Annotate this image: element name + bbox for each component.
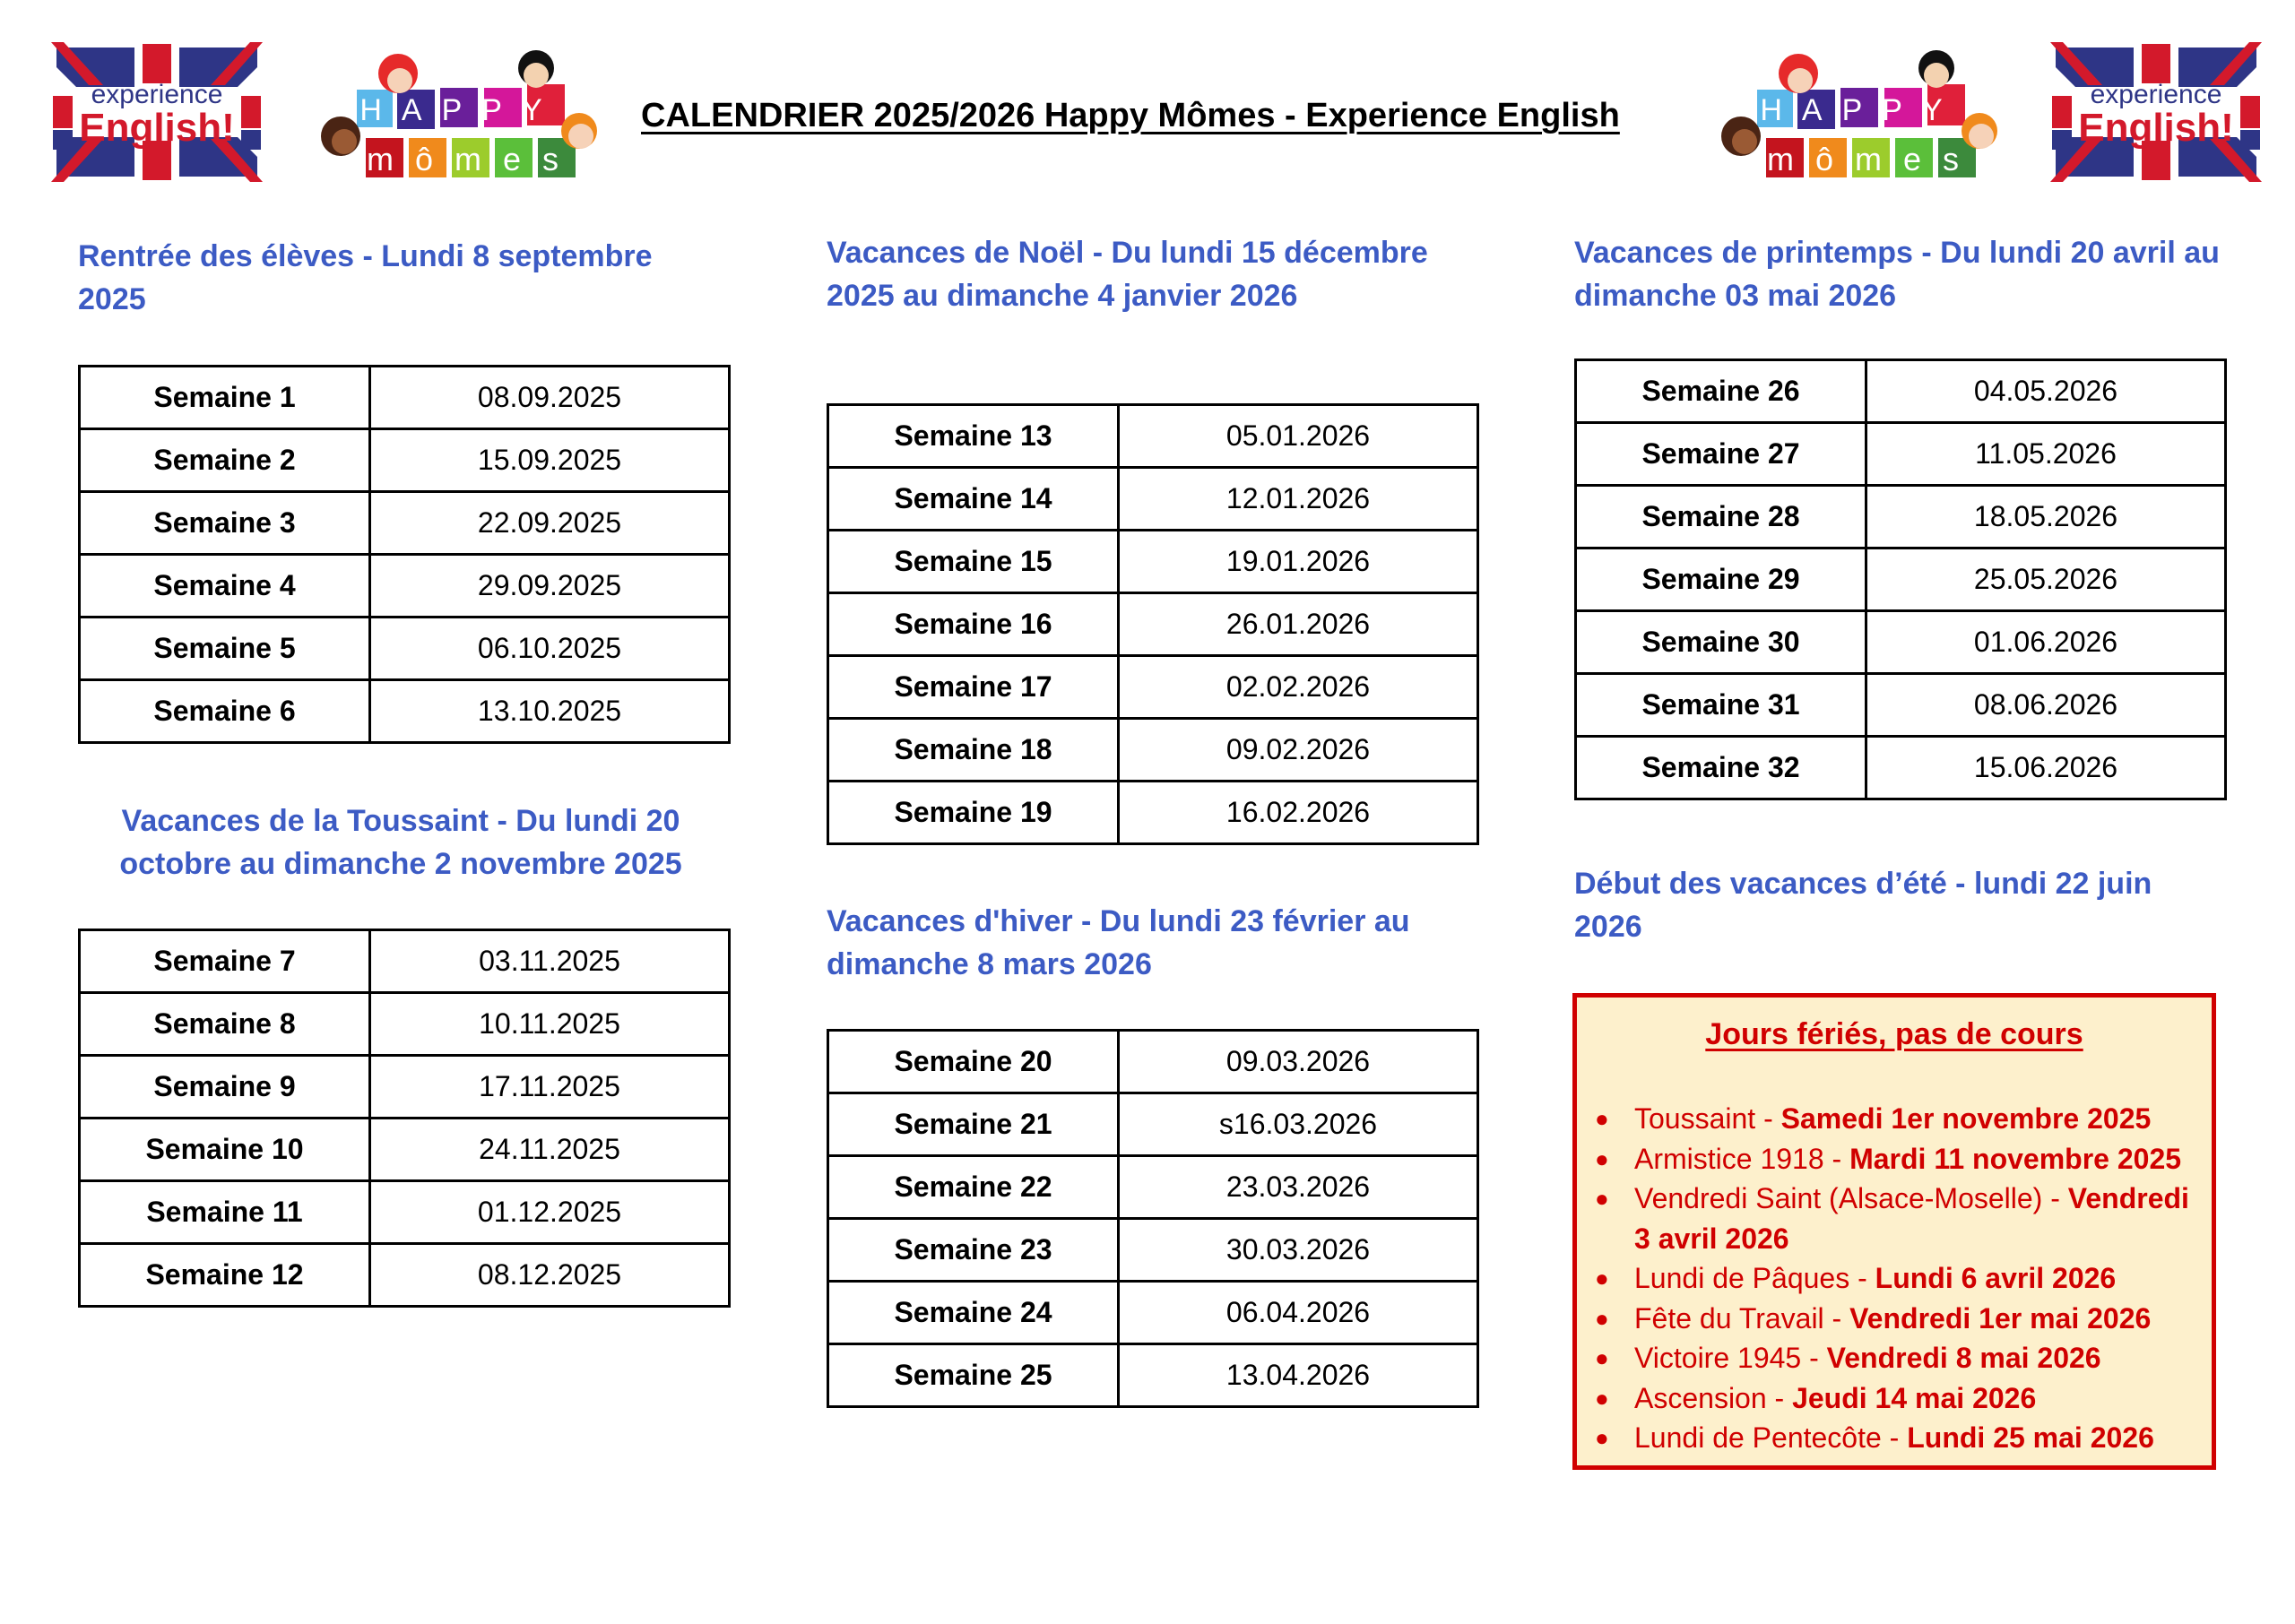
table-row bbox=[828, 656, 1478, 719]
week-date: 01.06.2026 bbox=[1866, 611, 2226, 674]
week-label: Semaine 23 bbox=[828, 1219, 1119, 1282]
holiday-item bbox=[1595, 1139, 2212, 1179]
week-label: Semaine 32 bbox=[1576, 737, 1866, 799]
week-date: 04.05.2026 bbox=[1866, 360, 2226, 423]
page-title: CALENDRIER 2025/2026 Happy Mômes - Experience English bbox=[641, 97, 1620, 134]
week-date: 06.04.2026 bbox=[1119, 1282, 1478, 1344]
table-row bbox=[80, 993, 730, 1056]
table-row bbox=[80, 367, 730, 429]
logo-text-happy: HAPPY bbox=[359, 93, 562, 127]
holiday-name: Vendredi Saint (Alsace-Moselle) - bbox=[1634, 1182, 2068, 1214]
table-row bbox=[80, 1244, 730, 1307]
bullet-icon: ● bbox=[1595, 1344, 1609, 1371]
week-label: Semaine 19 bbox=[828, 782, 1119, 844]
weeks-table-printemps bbox=[1574, 358, 2227, 800]
table-row bbox=[828, 468, 1478, 531]
week-label: Semaine 7 bbox=[80, 930, 370, 993]
holiday-item bbox=[1595, 1179, 2212, 1258]
week-date: 16.02.2026 bbox=[1119, 782, 1478, 844]
experience-english-logo bbox=[49, 40, 264, 184]
table-row bbox=[1576, 674, 2226, 737]
week-date: s16.03.2026 bbox=[1119, 1093, 1478, 1156]
table-row bbox=[1576, 423, 2226, 486]
table-row bbox=[828, 531, 1478, 593]
table-row bbox=[80, 618, 730, 680]
holiday-name: Lundi de Pentecôte - bbox=[1634, 1421, 1908, 1454]
table-row bbox=[1576, 737, 2226, 799]
week-label: Semaine 21 bbox=[828, 1093, 1119, 1156]
logo-text-english: English! bbox=[79, 106, 235, 150]
week-date: 05.01.2026 bbox=[1119, 405, 1478, 468]
table-row bbox=[828, 1219, 1478, 1282]
holidays-list bbox=[1577, 1099, 2212, 1458]
week-label: Semaine 3 bbox=[80, 492, 370, 555]
week-date: 24.11.2025 bbox=[370, 1119, 730, 1181]
holiday-name: Victoire 1945 - bbox=[1634, 1342, 1827, 1374]
bullet-icon: ● bbox=[1595, 1384, 1609, 1412]
week-date: 15.09.2025 bbox=[370, 429, 730, 492]
table-row bbox=[828, 1344, 1478, 1407]
week-date: 22.09.2025 bbox=[370, 492, 730, 555]
table-row bbox=[80, 1056, 730, 1119]
holiday-item bbox=[1595, 1418, 2212, 1458]
week-label: Semaine 10 bbox=[80, 1119, 370, 1181]
week-date: 10.11.2025 bbox=[370, 993, 730, 1056]
holiday-date: Vendredi 3 avril 2026 bbox=[1634, 1182, 2189, 1255]
section-heading-toussaint: Vacances de la Toussaint - Du lundi 20 octobre au dimanche 2 novembre 2025 bbox=[119, 804, 682, 881]
bullet-icon: ● bbox=[1595, 1185, 1609, 1212]
holiday-date: Vendredi 8 mai 2026 bbox=[1826, 1342, 2101, 1374]
table-row bbox=[80, 492, 730, 555]
week-date: 09.03.2026 bbox=[1119, 1031, 1478, 1093]
week-label: Semaine 5 bbox=[80, 618, 370, 680]
table-row bbox=[80, 429, 730, 492]
weeks-table-rentree bbox=[78, 365, 731, 744]
logo-text-english: English! bbox=[2078, 106, 2234, 150]
holiday-item bbox=[1595, 1378, 2212, 1419]
table-row bbox=[828, 1282, 1478, 1344]
logo-text-experience: experience bbox=[91, 80, 223, 109]
week-date: 08.06.2026 bbox=[1866, 674, 2226, 737]
week-date: 17.11.2025 bbox=[370, 1056, 730, 1119]
table-row bbox=[1576, 611, 2226, 674]
week-label: Semaine 24 bbox=[828, 1282, 1119, 1344]
holiday-date: Mardi 11 novembre 2025 bbox=[1849, 1142, 2182, 1175]
logo-text-happy: HAPPY bbox=[1760, 93, 1962, 127]
week-date: 13.04.2026 bbox=[1119, 1344, 1478, 1407]
week-date: 06.10.2025 bbox=[370, 618, 730, 680]
week-date: 25.05.2026 bbox=[1866, 549, 2226, 611]
table-row bbox=[80, 680, 730, 743]
week-date: 26.01.2026 bbox=[1119, 593, 1478, 656]
week-date: 08.12.2025 bbox=[370, 1244, 730, 1307]
holiday-date: Jeudi 14 mai 2026 bbox=[1792, 1381, 2037, 1414]
weeks-table-noel bbox=[827, 403, 1479, 845]
week-date: 15.06.2026 bbox=[1866, 737, 2226, 799]
logo-text-experience: experience bbox=[2090, 80, 2222, 109]
happy-momes-logo bbox=[312, 45, 617, 188]
week-label: Semaine 4 bbox=[80, 555, 370, 618]
week-label: Semaine 28 bbox=[1576, 486, 1866, 549]
holidays-title: Jours fériés, pas de cours bbox=[1705, 1017, 2083, 1051]
bullet-icon: ● bbox=[1595, 1105, 1609, 1132]
weeks-table-hiver bbox=[827, 1029, 1479, 1408]
table-row bbox=[828, 1156, 1478, 1219]
week-label: Semaine 17 bbox=[828, 656, 1119, 719]
week-label: Semaine 30 bbox=[1576, 611, 1866, 674]
table-row bbox=[1576, 486, 2226, 549]
holiday-name: Ascension - bbox=[1634, 1381, 1793, 1414]
table-row bbox=[1576, 360, 2226, 423]
week-label: Semaine 29 bbox=[1576, 549, 1866, 611]
holiday-item bbox=[1595, 1099, 2212, 1139]
week-label: Semaine 14 bbox=[828, 468, 1119, 531]
week-label: Semaine 16 bbox=[828, 593, 1119, 656]
week-date: 18.05.2026 bbox=[1866, 486, 2226, 549]
week-label: Semaine 31 bbox=[1576, 674, 1866, 737]
section-heading-rentree: Rentrée des élèves - Lundi 8 septembre 2025 bbox=[78, 239, 653, 316]
week-date: 30.03.2026 bbox=[1119, 1219, 1478, 1282]
week-label: Semaine 8 bbox=[80, 993, 370, 1056]
table-row bbox=[80, 1119, 730, 1181]
week-date: 23.03.2026 bbox=[1119, 1156, 1478, 1219]
table-row bbox=[80, 930, 730, 993]
week-label: Semaine 13 bbox=[828, 405, 1119, 468]
table-row bbox=[828, 1093, 1478, 1156]
week-date: 13.10.2025 bbox=[370, 680, 730, 743]
bullet-icon: ● bbox=[1595, 1265, 1609, 1291]
week-label: Semaine 22 bbox=[828, 1156, 1119, 1219]
week-label: Semaine 12 bbox=[80, 1244, 370, 1307]
week-date: 02.02.2026 bbox=[1119, 656, 1478, 719]
holiday-item bbox=[1595, 1299, 2212, 1339]
experience-english-logo bbox=[2048, 40, 2264, 184]
week-date: 09.02.2026 bbox=[1119, 719, 1478, 782]
weeks-table-toussaint bbox=[78, 929, 731, 1308]
week-label: Semaine 20 bbox=[828, 1031, 1119, 1093]
week-label: Semaine 26 bbox=[1576, 360, 1866, 423]
section-heading-printemps: Vacances de printemps - Du lundi 20 avril au dimanche 03 mai 2026 bbox=[1574, 236, 2220, 313]
logo-text-momes: mômes bbox=[1766, 141, 1981, 177]
logo-text-momes: mômes bbox=[366, 141, 581, 177]
week-label: Semaine 2 bbox=[80, 429, 370, 492]
holiday-date: Lundi 6 avril 2026 bbox=[1875, 1262, 2117, 1294]
holiday-name: Toussaint - bbox=[1634, 1102, 1781, 1135]
holiday-name: Fête du Travail - bbox=[1634, 1301, 1850, 1335]
week-label: Semaine 18 bbox=[828, 719, 1119, 782]
section-heading-ete: Début des vacances d’été - lundi 22 juin 2026 bbox=[1574, 867, 2152, 944]
week-date: 08.09.2025 bbox=[370, 367, 730, 429]
week-date: 19.01.2026 bbox=[1119, 531, 1478, 593]
week-date: 01.12.2025 bbox=[370, 1181, 730, 1244]
week-label: Semaine 11 bbox=[80, 1181, 370, 1244]
week-label: Semaine 15 bbox=[828, 531, 1119, 593]
week-label: Semaine 6 bbox=[80, 680, 370, 743]
table-row bbox=[1576, 549, 2226, 611]
week-label: Semaine 25 bbox=[828, 1344, 1119, 1407]
holiday-date: Vendredi 1er mai 2026 bbox=[1849, 1301, 2152, 1335]
table-row bbox=[828, 405, 1478, 468]
week-date: 12.01.2026 bbox=[1119, 468, 1478, 531]
table-row bbox=[828, 719, 1478, 782]
week-label: Semaine 1 bbox=[80, 367, 370, 429]
holiday-name: Lundi de Pâques - bbox=[1634, 1262, 1875, 1294]
bullet-icon: ● bbox=[1595, 1145, 1609, 1172]
week-label: Semaine 27 bbox=[1576, 423, 1866, 486]
holiday-date: Samedi 1er novembre 2025 bbox=[1780, 1102, 2152, 1135]
section-heading-noel: Vacances de Noël - Du lundi 15 décembre 2025 au dimanche 4 janvier 2026 bbox=[827, 236, 1428, 313]
bullet-icon: ● bbox=[1595, 1424, 1609, 1451]
holiday-date: Lundi 25 mai 2026 bbox=[1907, 1421, 2154, 1454]
table-row bbox=[80, 555, 730, 618]
week-date: 29.09.2025 bbox=[370, 555, 730, 618]
happy-momes-logo bbox=[1712, 45, 2017, 188]
table-row bbox=[828, 1031, 1478, 1093]
public-holidays-box bbox=[1572, 993, 2216, 1470]
table-row bbox=[828, 593, 1478, 656]
section-heading-hiver: Vacances d'hiver - Du lundi 23 février au dimanche 8 mars 2026 bbox=[827, 904, 1410, 981]
table-row bbox=[80, 1181, 730, 1244]
week-label: Semaine 9 bbox=[80, 1056, 370, 1119]
bullet-icon: ● bbox=[1595, 1304, 1609, 1332]
table-row bbox=[828, 782, 1478, 844]
holiday-name: Armistice 1918 - bbox=[1634, 1142, 1850, 1175]
week-date: 11.05.2026 bbox=[1866, 423, 2226, 486]
holiday-item bbox=[1595, 1258, 2212, 1299]
holiday-item bbox=[1595, 1338, 2212, 1378]
week-date: 03.11.2025 bbox=[370, 930, 730, 993]
